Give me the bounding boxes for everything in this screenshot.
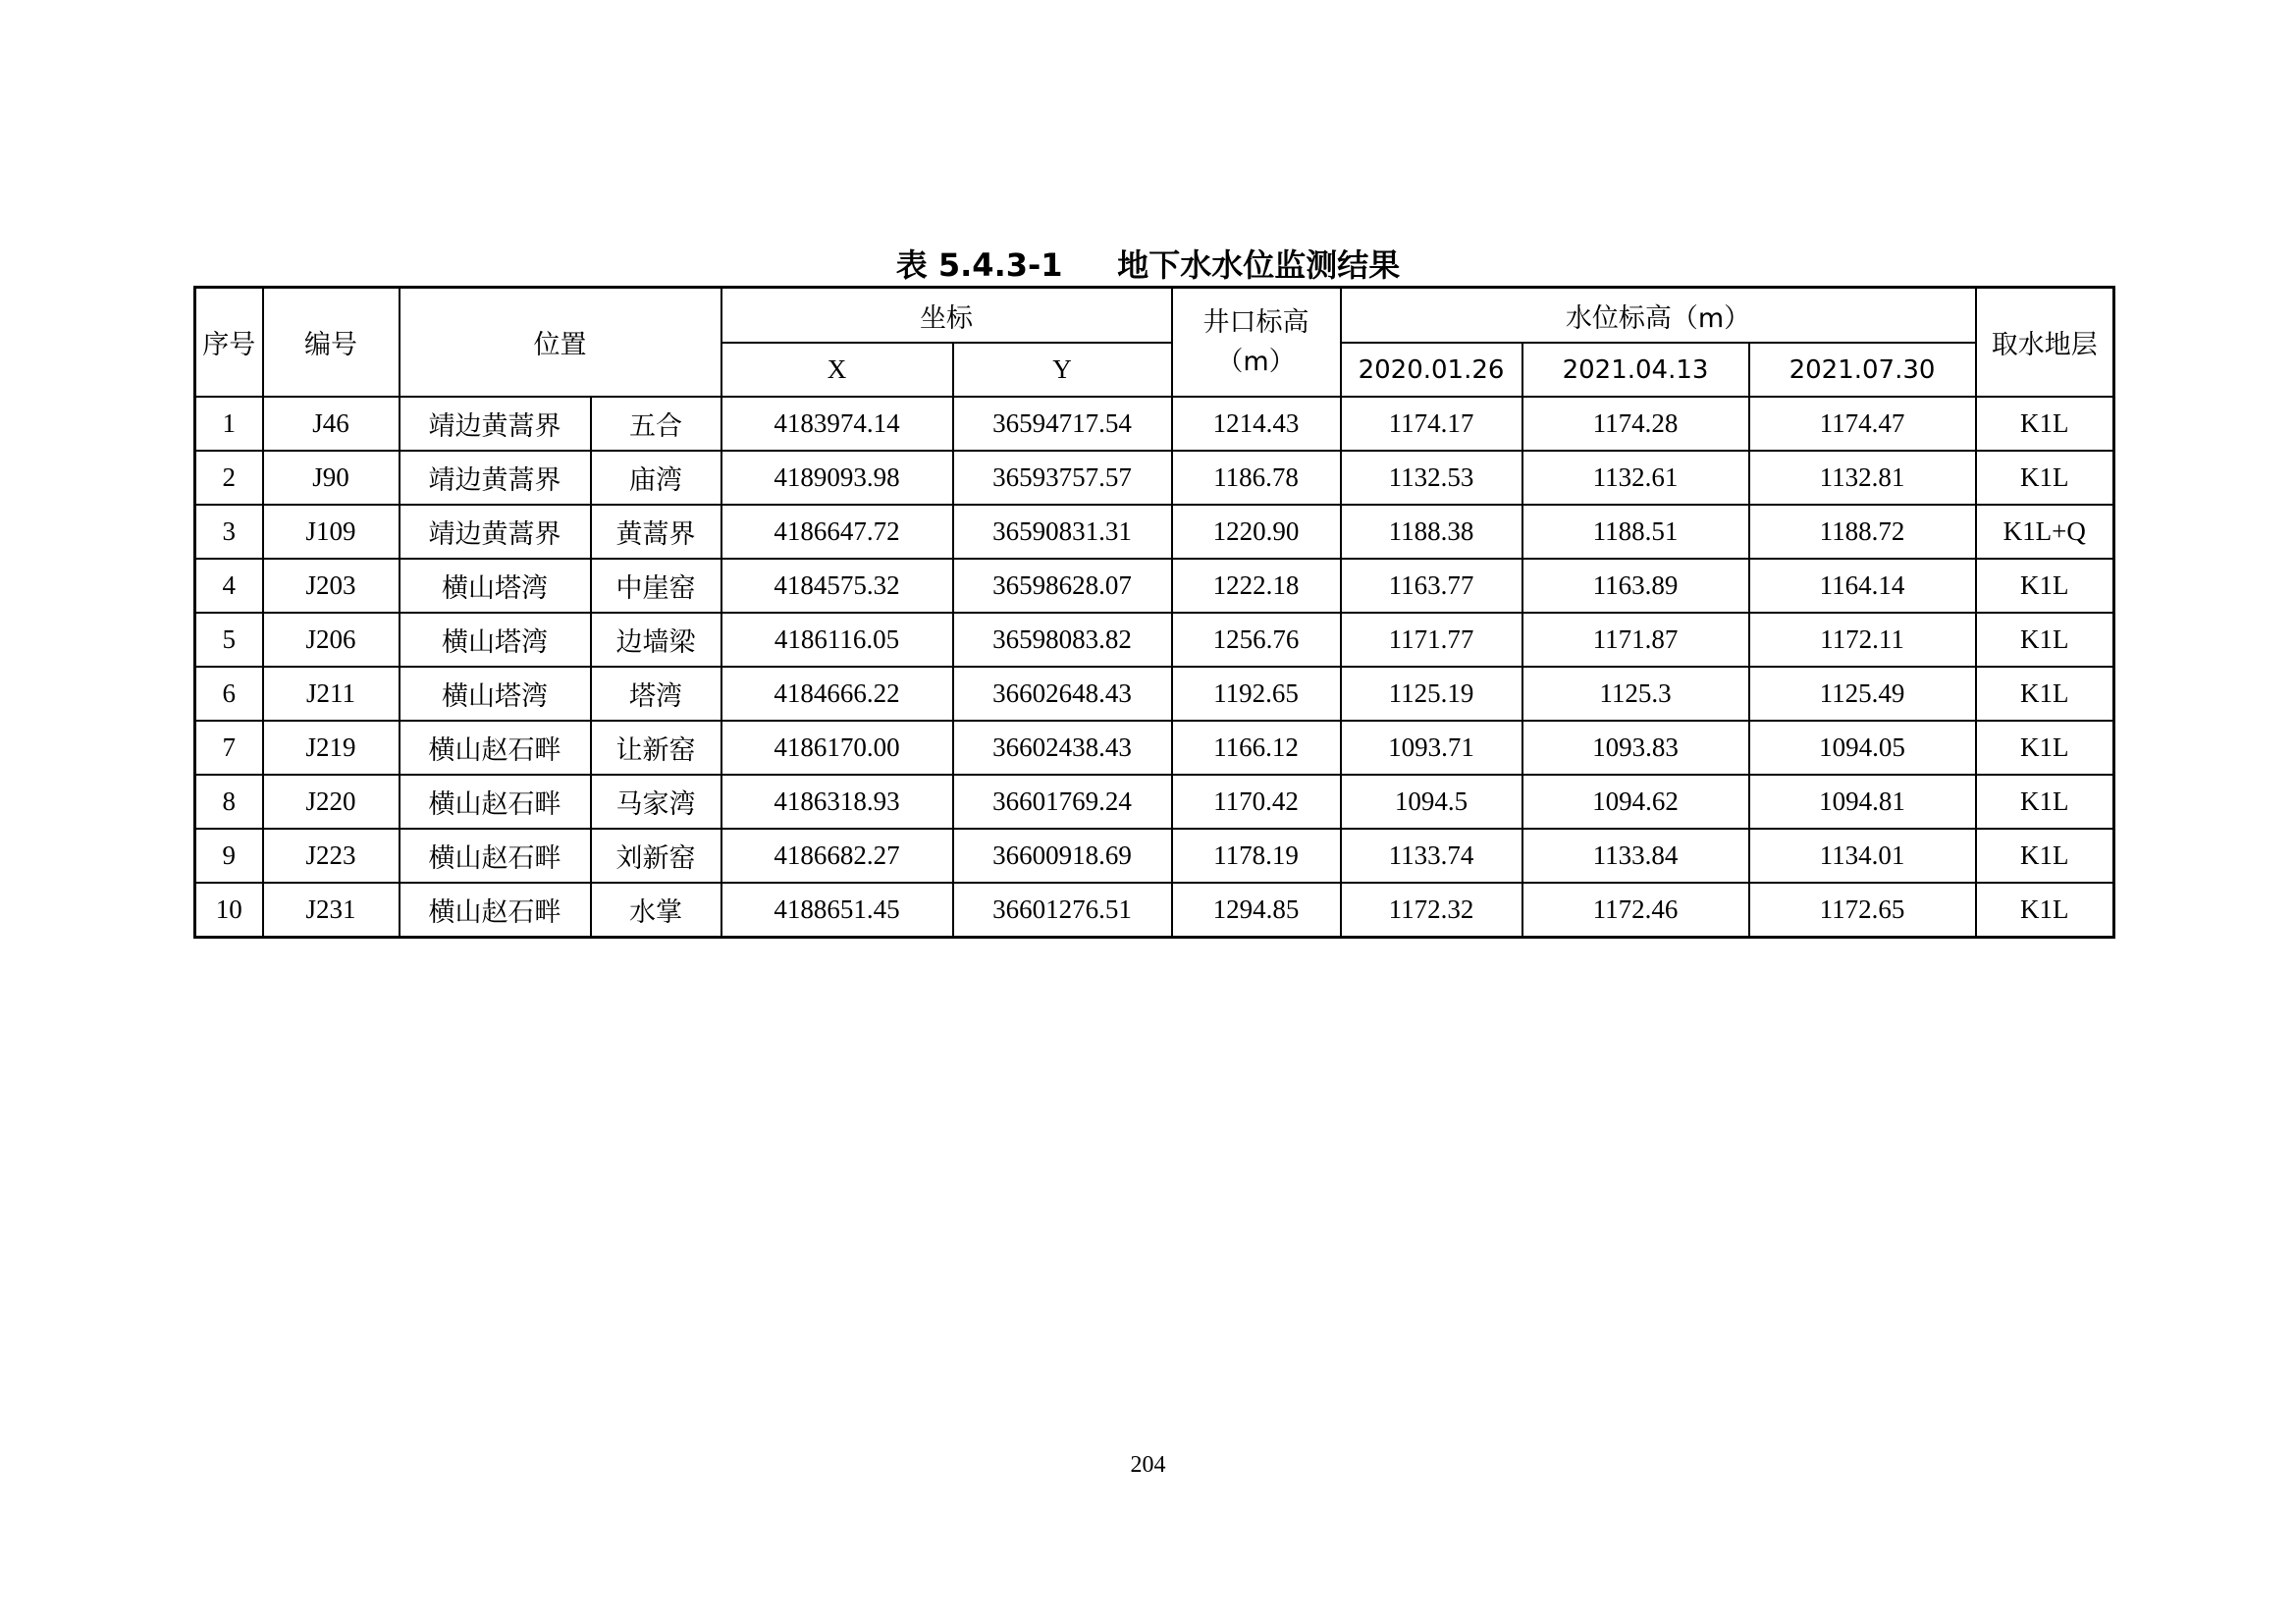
cell-area: 横山赵石畔 bbox=[400, 721, 591, 775]
cell-level-1: 1133.74 bbox=[1341, 829, 1522, 883]
header-seq: 序号 bbox=[195, 288, 263, 398]
cell-y: 36590831.31 bbox=[953, 505, 1172, 559]
cell-code: J90 bbox=[263, 451, 400, 505]
table-row bbox=[195, 451, 2114, 505]
cell-level-1: 1188.38 bbox=[1341, 505, 1522, 559]
cell-seq: 1 bbox=[195, 397, 263, 451]
cell-x: 4186116.05 bbox=[721, 613, 953, 667]
cell-wellhead: 1256.76 bbox=[1172, 613, 1341, 667]
cell-x: 4186318.93 bbox=[721, 775, 953, 829]
water-level-table bbox=[193, 286, 2115, 939]
cell-level-2: 1174.28 bbox=[1522, 397, 1749, 451]
header-x: X bbox=[721, 343, 953, 397]
cell-village: 刘新窑 bbox=[591, 829, 721, 883]
cell-level-2: 1188.51 bbox=[1522, 505, 1749, 559]
cell-seq: 6 bbox=[195, 667, 263, 721]
cell-wellhead: 1214.43 bbox=[1172, 397, 1341, 451]
cell-y: 36600918.69 bbox=[953, 829, 1172, 883]
cell-wellhead: 1220.90 bbox=[1172, 505, 1341, 559]
cell-level-1: 1094.5 bbox=[1341, 775, 1522, 829]
cell-seq: 2 bbox=[195, 451, 263, 505]
cell-level-3: 1188.72 bbox=[1749, 505, 1976, 559]
cell-level-3: 1125.49 bbox=[1749, 667, 1976, 721]
header-code: 编号 bbox=[263, 288, 400, 398]
cell-level-1: 1093.71 bbox=[1341, 721, 1522, 775]
cell-y: 36602648.43 bbox=[953, 667, 1172, 721]
cell-y: 36598628.07 bbox=[953, 559, 1172, 613]
cell-wellhead: 1170.42 bbox=[1172, 775, 1341, 829]
cell-x: 4184575.32 bbox=[721, 559, 953, 613]
header-water-level: 水位标高（m） bbox=[1341, 288, 1976, 344]
cell-layer: K1L bbox=[1976, 667, 2114, 721]
cell-village: 黄蒿界 bbox=[591, 505, 721, 559]
cell-seq: 4 bbox=[195, 559, 263, 613]
cell-code: J109 bbox=[263, 505, 400, 559]
cell-village: 中崖窑 bbox=[591, 559, 721, 613]
cell-area: 横山塔湾 bbox=[400, 667, 591, 721]
table-row bbox=[195, 829, 2114, 883]
cell-village: 五合 bbox=[591, 397, 721, 451]
cell-y: 36594717.54 bbox=[953, 397, 1172, 451]
cell-level-3: 1174.47 bbox=[1749, 397, 1976, 451]
cell-level-1: 1171.77 bbox=[1341, 613, 1522, 667]
cell-x: 4186682.27 bbox=[721, 829, 953, 883]
header-wellhead-label: 井口标高 bbox=[1202, 306, 1309, 338]
table-row bbox=[195, 721, 2114, 775]
cell-layer: K1L bbox=[1976, 721, 2114, 775]
cell-code: J203 bbox=[263, 559, 400, 613]
cell-level-1: 1163.77 bbox=[1341, 559, 1522, 613]
cell-y: 36601276.51 bbox=[953, 883, 1172, 938]
cell-x: 4186647.72 bbox=[721, 505, 953, 559]
cell-seq: 8 bbox=[195, 775, 263, 829]
header-date-2: 2021.04.13 bbox=[1522, 343, 1749, 397]
cell-area: 横山塔湾 bbox=[400, 559, 591, 613]
cell-village: 马家湾 bbox=[591, 775, 721, 829]
cell-code: J46 bbox=[263, 397, 400, 451]
header-layer: 取水地层 bbox=[1976, 288, 2114, 398]
table-caption: 表 5.4.3-1 地下水水位监测结果 bbox=[895, 246, 1401, 284]
cell-level-2: 1094.62 bbox=[1522, 775, 1749, 829]
table-row bbox=[195, 559, 2114, 613]
cell-level-2: 1132.61 bbox=[1522, 451, 1749, 505]
cell-y: 36593757.57 bbox=[953, 451, 1172, 505]
table-body bbox=[195, 397, 2114, 938]
table-row bbox=[195, 775, 2114, 829]
cell-area: 靖边黄蒿界 bbox=[400, 505, 591, 559]
cell-level-2: 1172.46 bbox=[1522, 883, 1749, 938]
header-wellhead-unit: （m） bbox=[1216, 346, 1296, 377]
cell-level-3: 1134.01 bbox=[1749, 829, 1976, 883]
cell-village: 塔湾 bbox=[591, 667, 721, 721]
cell-wellhead: 1186.78 bbox=[1172, 451, 1341, 505]
cell-level-3: 1094.81 bbox=[1749, 775, 1976, 829]
cell-village: 庙湾 bbox=[591, 451, 721, 505]
cell-level-2: 1163.89 bbox=[1522, 559, 1749, 613]
table-row bbox=[195, 397, 2114, 451]
cell-seq: 7 bbox=[195, 721, 263, 775]
cell-wellhead: 1294.85 bbox=[1172, 883, 1341, 938]
header-date-1: 2020.01.26 bbox=[1341, 343, 1522, 397]
cell-layer: K1L bbox=[1976, 883, 2114, 938]
cell-layer: K1L+Q bbox=[1976, 505, 2114, 559]
cell-area: 横山塔湾 bbox=[400, 613, 591, 667]
table-row bbox=[195, 613, 2114, 667]
cell-seq: 3 bbox=[195, 505, 263, 559]
cell-wellhead: 1222.18 bbox=[1172, 559, 1341, 613]
cell-level-1: 1172.32 bbox=[1341, 883, 1522, 938]
header-coordinate: 坐标 bbox=[721, 288, 1172, 344]
cell-code: J223 bbox=[263, 829, 400, 883]
cell-village: 让新窑 bbox=[591, 721, 721, 775]
cell-area: 横山赵石畔 bbox=[400, 829, 591, 883]
cell-code: J211 bbox=[263, 667, 400, 721]
header-wellhead-elevation bbox=[1172, 288, 1341, 398]
cell-level-2: 1093.83 bbox=[1522, 721, 1749, 775]
cell-y: 36601769.24 bbox=[953, 775, 1172, 829]
table-row bbox=[195, 505, 2114, 559]
cell-seq: 5 bbox=[195, 613, 263, 667]
cell-layer: K1L bbox=[1976, 397, 2114, 451]
cell-y: 36598083.82 bbox=[953, 613, 1172, 667]
cell-area: 横山赵石畔 bbox=[400, 883, 591, 938]
cell-level-2: 1125.3 bbox=[1522, 667, 1749, 721]
cell-layer: K1L bbox=[1976, 775, 2114, 829]
cell-x: 4186170.00 bbox=[721, 721, 953, 775]
cell-wellhead: 1166.12 bbox=[1172, 721, 1341, 775]
header-date-3: 2021.07.30 bbox=[1749, 343, 1976, 397]
header-row-1 bbox=[195, 288, 2114, 344]
cell-level-3: 1094.05 bbox=[1749, 721, 1976, 775]
cell-code: J231 bbox=[263, 883, 400, 938]
cell-area: 靖边黄蒿界 bbox=[400, 397, 591, 451]
cell-x: 4188651.45 bbox=[721, 883, 953, 938]
cell-wellhead: 1192.65 bbox=[1172, 667, 1341, 721]
cell-area: 横山赵石畔 bbox=[400, 775, 591, 829]
cell-level-2: 1171.87 bbox=[1522, 613, 1749, 667]
cell-level-3: 1164.14 bbox=[1749, 559, 1976, 613]
cell-level-3: 1132.81 bbox=[1749, 451, 1976, 505]
cell-level-1: 1125.19 bbox=[1341, 667, 1522, 721]
table-row bbox=[195, 883, 2114, 938]
cell-seq: 9 bbox=[195, 829, 263, 883]
cell-level-2: 1133.84 bbox=[1522, 829, 1749, 883]
cell-layer: K1L bbox=[1976, 451, 2114, 505]
cell-code: J219 bbox=[263, 721, 400, 775]
cell-seq: 10 bbox=[195, 883, 263, 938]
cell-layer: K1L bbox=[1976, 613, 2114, 667]
cell-level-1: 1174.17 bbox=[1341, 397, 1522, 451]
cell-level-3: 1172.11 bbox=[1749, 613, 1976, 667]
cell-x: 4189093.98 bbox=[721, 451, 953, 505]
page-number: 204 bbox=[1130, 1452, 1166, 1478]
cell-level-3: 1172.65 bbox=[1749, 883, 1976, 938]
cell-code: J220 bbox=[263, 775, 400, 829]
header-y: Y bbox=[953, 343, 1172, 397]
cell-wellhead: 1178.19 bbox=[1172, 829, 1341, 883]
cell-area: 靖边黄蒿界 bbox=[400, 451, 591, 505]
cell-x: 4184666.22 bbox=[721, 667, 953, 721]
cell-code: J206 bbox=[263, 613, 400, 667]
cell-layer: K1L bbox=[1976, 559, 2114, 613]
cell-layer: K1L bbox=[1976, 829, 2114, 883]
header-location: 位置 bbox=[400, 288, 721, 398]
cell-level-1: 1132.53 bbox=[1341, 451, 1522, 505]
cell-x: 4183974.14 bbox=[721, 397, 953, 451]
table-row bbox=[195, 667, 2114, 721]
cell-y: 36602438.43 bbox=[953, 721, 1172, 775]
cell-village: 水掌 bbox=[591, 883, 721, 938]
cell-village: 边墙梁 bbox=[591, 613, 721, 667]
